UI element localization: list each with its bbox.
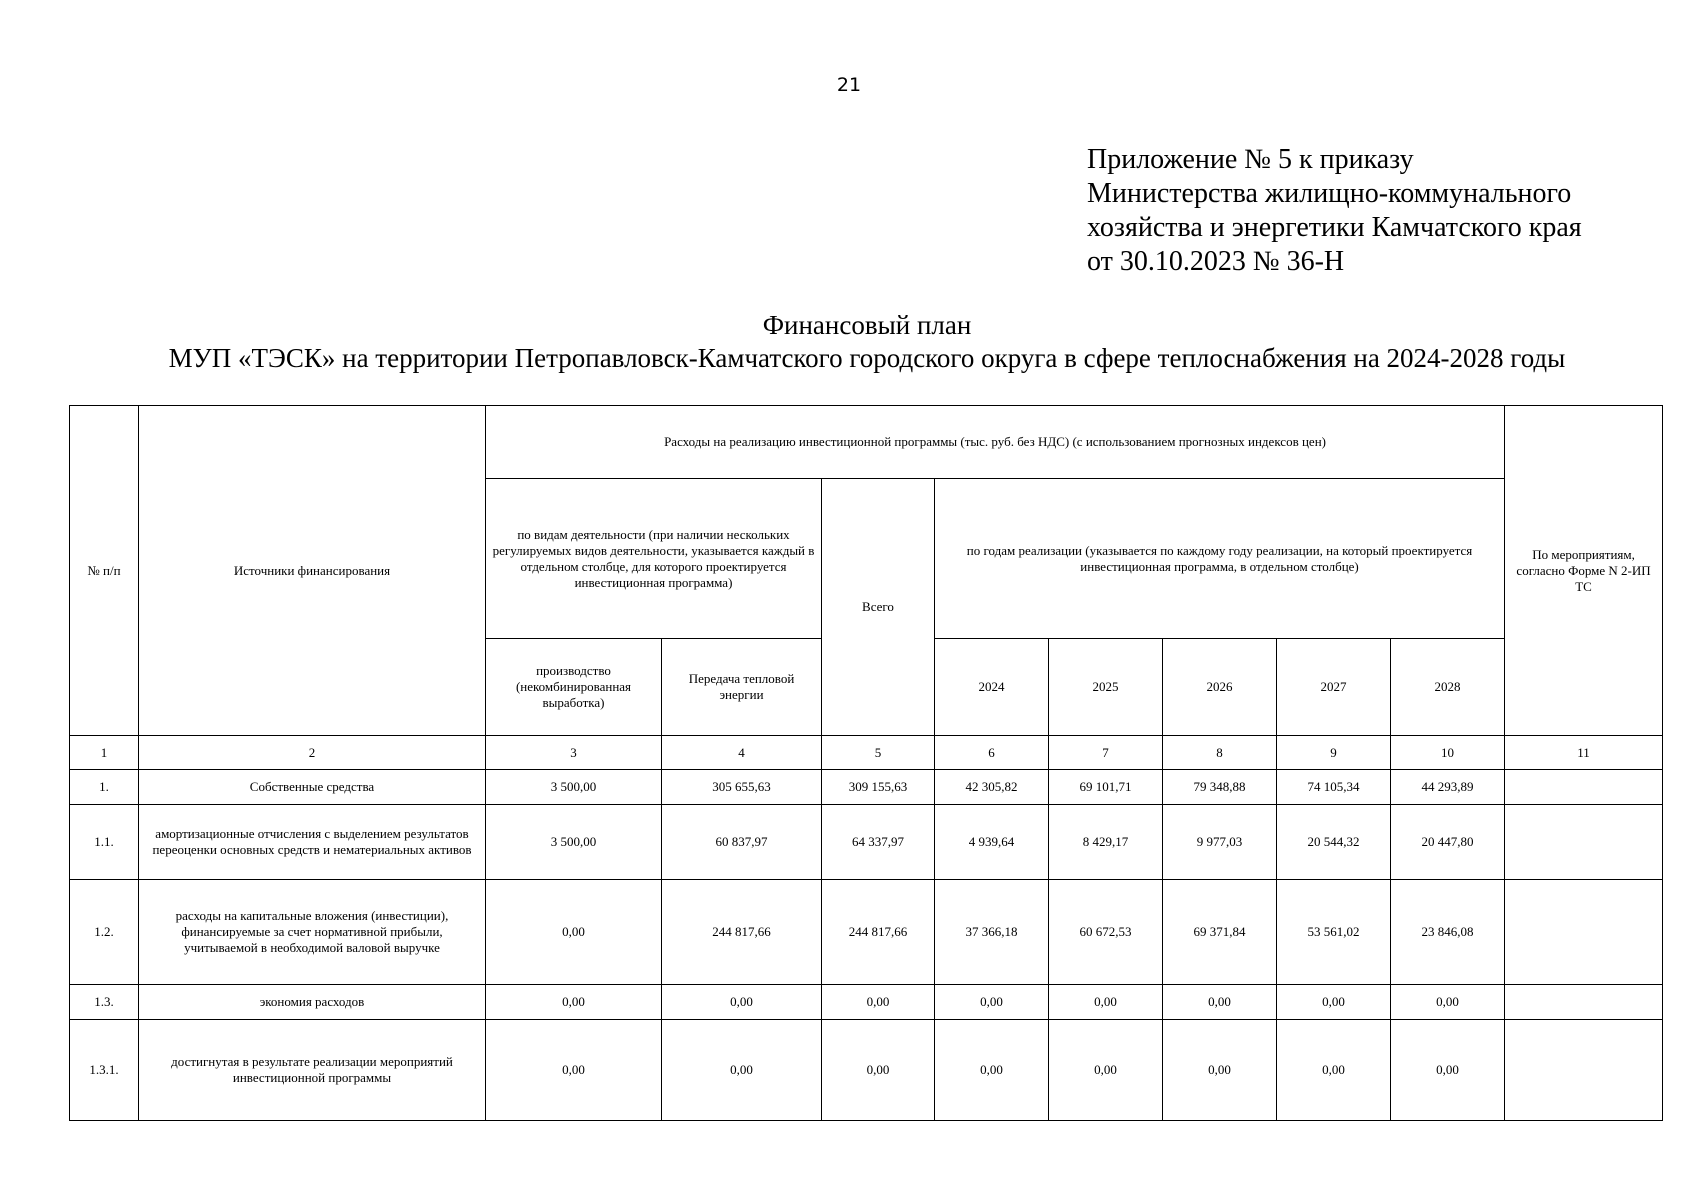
column-number: 7 bbox=[1049, 736, 1163, 770]
cell-value: 309 155,63 bbox=[822, 770, 935, 805]
column-number: 5 bbox=[822, 736, 935, 770]
column-number: 10 bbox=[1391, 736, 1505, 770]
cell-value: 79 348,88 bbox=[1163, 770, 1277, 805]
cell-value: 0,00 bbox=[935, 1020, 1049, 1121]
header-year: 2026 bbox=[1163, 639, 1277, 736]
cell-value: 20 447,80 bbox=[1391, 805, 1505, 880]
page-number: 21 bbox=[836, 74, 862, 96]
cell-value: 20 544,32 bbox=[1277, 805, 1391, 880]
cell-value: 244 817,66 bbox=[822, 880, 935, 985]
cell-value: 69 371,84 bbox=[1163, 880, 1277, 985]
column-number: 2 bbox=[139, 736, 486, 770]
row-measures bbox=[1505, 880, 1663, 985]
header-by-year: по годам реализации (указывается по каждому году реализации, на который проектируется инвестиционная программа, в отдельном столбце) bbox=[935, 479, 1505, 639]
cell-value: 37 366,18 bbox=[935, 880, 1049, 985]
row-source: амортизационные отчисления с выделением результатов переоценки основных средств и нематериальных активов bbox=[139, 805, 486, 880]
cell-value: 69 101,71 bbox=[1049, 770, 1163, 805]
cell-value: 8 429,17 bbox=[1049, 805, 1163, 880]
column-number: 8 bbox=[1163, 736, 1277, 770]
appendix-line: Приложение № 5 к приказу bbox=[1087, 144, 1414, 175]
appendix-note bbox=[1087, 143, 1582, 279]
cell-value: 53 561,02 bbox=[1277, 880, 1391, 985]
row-source: экономия расходов bbox=[139, 985, 486, 1020]
cell-value: 0,00 bbox=[1049, 1020, 1163, 1121]
header-row bbox=[70, 406, 1663, 479]
cell-value: 0,00 bbox=[1163, 985, 1277, 1020]
cell-value: 42 305,82 bbox=[935, 770, 1049, 805]
column-number: 9 bbox=[1277, 736, 1391, 770]
row-source: расходы на капитальные вложения (инвестиции), финансируемые за счет нормативной прибыли, учитываемой в необходимой валовой выручке bbox=[139, 880, 486, 985]
header-by-measures: По мероприятиям, согласно Форме N 2-ИП ТС bbox=[1505, 406, 1663, 736]
table-row bbox=[70, 985, 1663, 1020]
row-source: Собственные средства bbox=[139, 770, 486, 805]
row-num: 1.2. bbox=[70, 880, 139, 985]
title-line-2: МУП «ТЭСК» на территории Петропавловск-Камчатского городского округа в сфере теплоснабжения на 2024-2028 годы bbox=[168, 343, 1566, 373]
cell-value: 305 655,63 bbox=[662, 770, 822, 805]
row-num: 1. bbox=[70, 770, 139, 805]
header-total: Всего bbox=[822, 479, 935, 736]
table-row bbox=[70, 880, 1663, 985]
cell-value: 60 672,53 bbox=[1049, 880, 1163, 985]
appendix-line: хозяйства и энергетики Камчатского края bbox=[1087, 212, 1582, 243]
row-measures bbox=[1505, 770, 1663, 805]
cell-value: 74 105,34 bbox=[1277, 770, 1391, 805]
row-num: 1.3.1. bbox=[70, 1020, 139, 1121]
column-number-row bbox=[70, 736, 1663, 770]
financial-plan-table bbox=[69, 405, 1663, 1121]
table-row bbox=[70, 770, 1663, 805]
cell-value: 0,00 bbox=[662, 985, 822, 1020]
table-row bbox=[70, 1020, 1663, 1121]
row-measures bbox=[1505, 805, 1663, 880]
row-num: 1.3. bbox=[70, 985, 139, 1020]
document-title bbox=[0, 309, 1698, 375]
cell-value: 3 500,00 bbox=[486, 770, 662, 805]
header-year: 2024 bbox=[935, 639, 1049, 736]
column-number: 6 bbox=[935, 736, 1049, 770]
header-transfer: Передача тепловой энергии bbox=[662, 639, 822, 736]
header-year: 2027 bbox=[1277, 639, 1391, 736]
cell-value: 0,00 bbox=[1391, 985, 1505, 1020]
cell-value: 0,00 bbox=[486, 985, 662, 1020]
appendix-line: Министерства жилищно-коммунального bbox=[1087, 178, 1572, 209]
cell-value: 0,00 bbox=[486, 880, 662, 985]
header-year: 2025 bbox=[1049, 639, 1163, 736]
cell-value: 44 293,89 bbox=[1391, 770, 1505, 805]
cell-value: 0,00 bbox=[935, 985, 1049, 1020]
cell-value: 244 817,66 bbox=[662, 880, 822, 985]
cell-value: 64 337,97 bbox=[822, 805, 935, 880]
cell-value: 0,00 bbox=[1277, 985, 1391, 1020]
cell-value: 0,00 bbox=[1391, 1020, 1505, 1121]
cell-value: 60 837,97 bbox=[662, 805, 822, 880]
cell-value: 0,00 bbox=[822, 985, 935, 1020]
header-num: № п/п bbox=[70, 406, 139, 736]
header-by-activity: по видам деятельности (при наличии нескольких регулируемых видов деятельности, указывается каждый в отдельном столбце, для которого проектируется инвестиционная программа) bbox=[486, 479, 822, 639]
column-number: 4 bbox=[662, 736, 822, 770]
column-number: 1 bbox=[70, 736, 139, 770]
title-line-1: Финансовый план bbox=[762, 310, 972, 340]
cell-value: 0,00 bbox=[486, 1020, 662, 1121]
cell-value: 4 939,64 bbox=[935, 805, 1049, 880]
appendix-line: от 30.10.2023 № 36-Н bbox=[1087, 246, 1345, 277]
column-number: 11 bbox=[1505, 736, 1663, 770]
row-measures bbox=[1505, 1020, 1663, 1121]
cell-value: 0,00 bbox=[1163, 1020, 1277, 1121]
header-year: 2028 bbox=[1391, 639, 1505, 736]
table-row bbox=[70, 805, 1663, 880]
row-num: 1.1. bbox=[70, 805, 139, 880]
cell-value: 3 500,00 bbox=[486, 805, 662, 880]
cell-value: 0,00 bbox=[822, 1020, 935, 1121]
header-source: Источники финансирования bbox=[139, 406, 486, 736]
row-measures bbox=[1505, 985, 1663, 1020]
header-expenses: Расходы на реализацию инвестиционной программы (тыс. руб. без НДС) (с использованием прогнозных индексов цен) bbox=[486, 406, 1505, 479]
header-production: производство (некомбинированная выработка) bbox=[486, 639, 662, 736]
cell-value: 0,00 bbox=[1277, 1020, 1391, 1121]
row-source: достигнутая в результате реализации мероприятий инвестиционной программы bbox=[139, 1020, 486, 1121]
cell-value: 0,00 bbox=[662, 1020, 822, 1121]
cell-value: 0,00 bbox=[1049, 985, 1163, 1020]
column-number: 3 bbox=[486, 736, 662, 770]
cell-value: 9 977,03 bbox=[1163, 805, 1277, 880]
cell-value: 23 846,08 bbox=[1391, 880, 1505, 985]
